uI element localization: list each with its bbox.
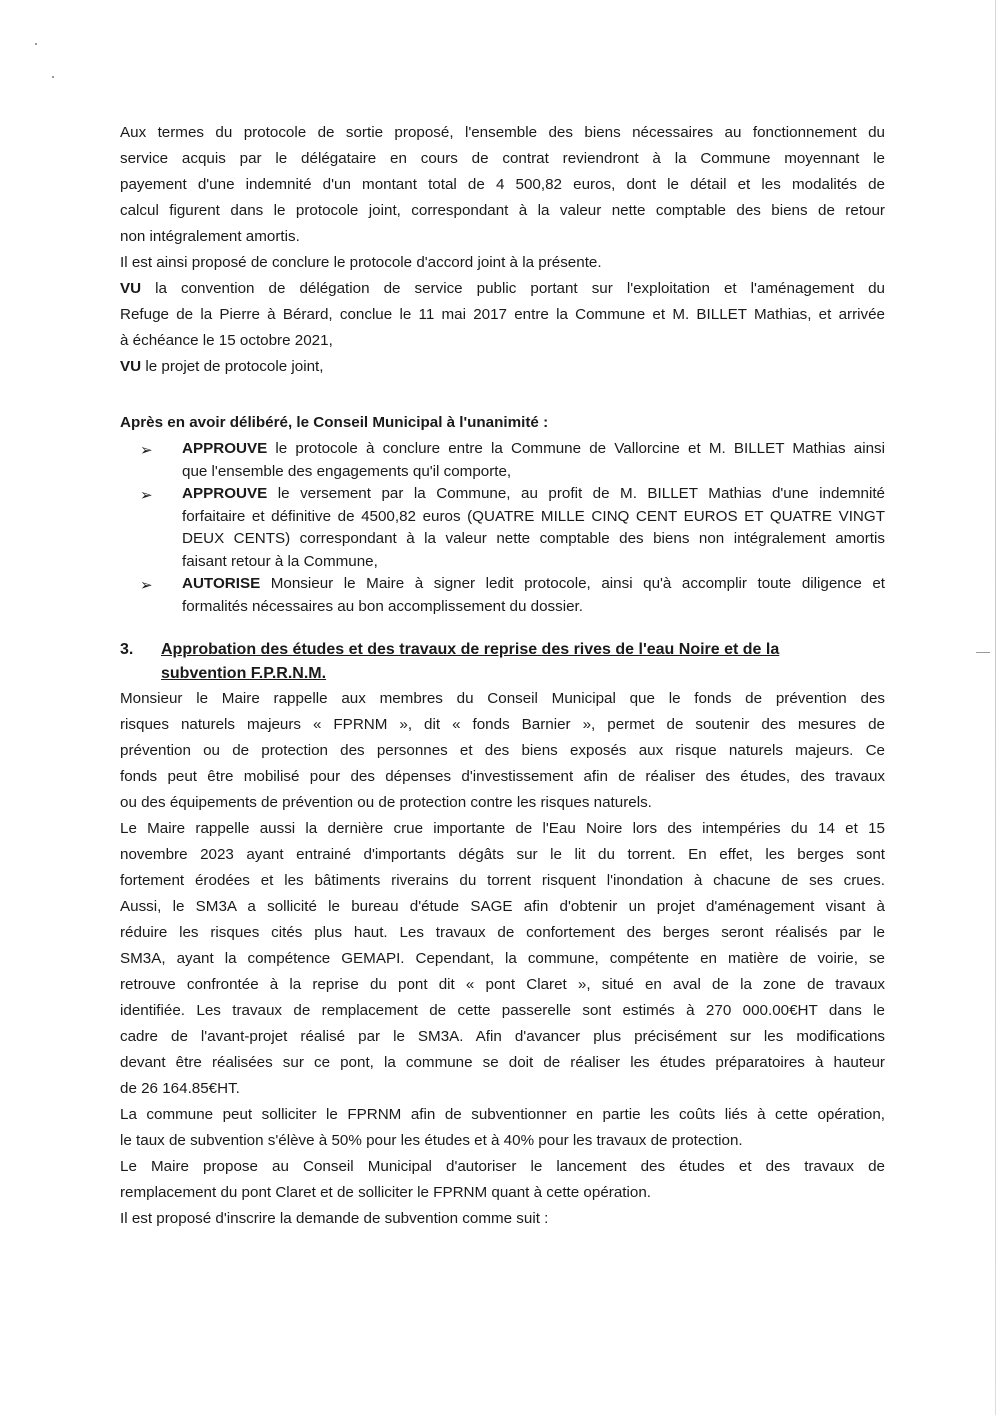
text-line: risques naturels majeurs « FPRNM », dit « fonds Barnier », permet de soutenir des mesures de <box>120 716 885 733</box>
text-line: service acquis par le délégataire en cours de contrat reviendront à la Commune moyennant le <box>120 150 885 167</box>
text-line: novembre 2023 ayant entrainé d'importants dégâts sur le lit du torrent. En effet, les berges sont <box>120 846 885 863</box>
decision-verb: APPROUVE <box>182 440 268 457</box>
decision-item <box>140 483 885 573</box>
page-content <box>120 120 885 1232</box>
text-line: SM3A, ayant la compétence GEMAPI. Cependant, la commune, compétente en matière de voirie, se <box>120 950 885 967</box>
text-line: payement d'une indemnité d'un montant total de 4 500,82 euros, dont le détail et les modalités de <box>120 176 885 193</box>
text-line: calcul figurent dans le protocole joint, correspondant à la valeur nette comptable des biens de retour <box>120 202 885 219</box>
text-line: que l'ensemble des engagements qu'il comporte, <box>182 462 512 480</box>
text-line: fortement érodées et les bâtiments riverains du torrent risquent l'inondation à chacune de ses crues. <box>120 872 885 889</box>
text-line <box>182 438 885 461</box>
text-line: le taux de subvention s'élève à 50% pour les études et à 40% pour les travaux de protection. <box>120 1132 743 1149</box>
arrow-bullet-icon: ➢ <box>140 442 153 459</box>
text-line: ou des équipements de prévention ou de protection contre les risques naturels. <box>120 794 652 811</box>
proposal-line: Il est ainsi proposé de conclure le protocole d'accord joint à la présente. <box>120 254 602 271</box>
arrow-bullet-icon: ➢ <box>140 577 153 594</box>
decision-list <box>120 438 885 618</box>
text-line: Refuge de la Pierre à Bérard, conclue le 11 mai 2017 entre la Commune et M. BILLET Mathias, et arrivée <box>120 306 885 323</box>
protocol-paragraph <box>120 120 885 380</box>
text-line: identifiée. Les travaux de remplacement de cette passerelle sont estimés à 270 000.00€HT dans le <box>120 1002 885 1019</box>
text-line: Monsieur le Maire rappelle aux membres du Conseil Municipal que le fonds de prévention des <box>120 690 885 707</box>
text-line: Il est proposé d'inscrire la demande de subvention comme suit : <box>120 1210 549 1227</box>
text-line: de 26 164.85€HT. <box>120 1080 240 1097</box>
vu-convention-line <box>120 276 885 302</box>
section-number: 3. <box>120 641 134 658</box>
resolution-heading: Après en avoir délibéré, le Conseil Municipal à l'unanimité : <box>120 414 549 431</box>
text-line: DEUX CENTS) correspondant à la valeur nette comptable des biens non intégralement amortis <box>182 530 885 547</box>
vu-project-line <box>120 354 885 380</box>
text-line: devant être réalisées sur ce pont, la commune se doit de réaliser les études préparatoires à hauteur <box>120 1054 885 1071</box>
text-span: la convention de délégation de service public portant sur l'exploitation et l'aménagement du <box>141 280 885 297</box>
section-title-line: Approbation des études et des travaux de reprise des rives de l'eau Noire et de la <box>161 641 780 658</box>
text-span: le versement par la Commune, au profit de M. BILLET Mathias d'une indemnité <box>267 485 885 502</box>
text-line: Aux termes du protocole de sortie proposé, l'ensemble des biens nécessaires au fonctionnement du <box>120 124 885 141</box>
text-line <box>182 573 885 596</box>
text-span: le protocole à conclure entre la Commune de Vallorcine et M. BILLET Mathias ainsi <box>267 440 885 457</box>
text-line: à échéance le 15 octobre 2021, <box>120 332 333 349</box>
text-line: remplacement du pont Claret et de solliciter le FPRNM quant à cette opération. <box>120 1184 651 1201</box>
decision-item <box>140 438 885 483</box>
text-line: cadre de l'avant-projet réalisé par le SM3A. Afin d'avancer plus précisément sur les modifications <box>120 1028 885 1045</box>
section-title-line: subvention F.P.R.N.M. <box>161 665 327 682</box>
scan-speck <box>35 43 37 45</box>
text-span: Monsieur le Maire à signer ledit protocole, ainsi qu'à accomplir toute diligence et <box>260 575 885 592</box>
text-line: Le Maire rappelle aussi la dernière crue importante de l'Eau Noire lors des intempéries du 14 et 15 <box>120 820 885 837</box>
decision-verb: APPROUVE <box>182 485 268 502</box>
decision-item <box>140 573 885 618</box>
text-line: non intégralement amortis. <box>120 228 300 245</box>
text-line <box>182 483 885 506</box>
text-line: réduire les risques cités plus haut. Les travaux de confortement des berges seront réalisés par le <box>120 924 885 941</box>
text-line: Le Maire propose au Conseil Municipal d'autoriser le lancement des études et des travaux de <box>120 1158 885 1175</box>
text-span: le projet de protocole joint, <box>141 358 324 375</box>
text-line: faisant retour à la Commune, <box>182 552 378 570</box>
text-line: prévention ou de protection des personnes et des biens exposés aux risque naturels majeurs. Ce <box>120 742 885 759</box>
scan-mark <box>976 652 990 653</box>
scan-speck <box>52 76 54 78</box>
decision-verb: AUTORISE <box>182 575 261 592</box>
text-line: La commune peut solliciter le FPRNM afin de subventionner en partie les coûts liés à cette opération, <box>120 1106 885 1123</box>
text-line: retrouve confrontée à la reprise du pont dit « pont Claret », situé en aval de la zone de travaux <box>120 976 885 993</box>
vu-label: VU <box>120 280 142 297</box>
text-line: formalités nécessaires au bon accomplissement du dossier. <box>182 597 583 615</box>
arrow-bullet-icon: ➢ <box>140 487 153 504</box>
vu-label: VU <box>120 358 142 375</box>
section-3-title <box>120 638 885 686</box>
text-line: Aussi, le SM3A a sollicité le bureau d'étude SAGE afin d'obtenir un projet d'aménagement visant à <box>120 898 885 915</box>
section-3-body <box>120 686 885 1232</box>
scan-edge-line <box>995 0 996 1415</box>
text-line: fonds peut être mobilisé pour des dépenses d'investissement afin de réaliser des études, des travaux <box>120 768 885 785</box>
text-line: forfaitaire et définitive de 4500,82 euros (QUATRE MILLE CINQ CENT EUROS ET QUATRE VINGT <box>182 507 885 525</box>
